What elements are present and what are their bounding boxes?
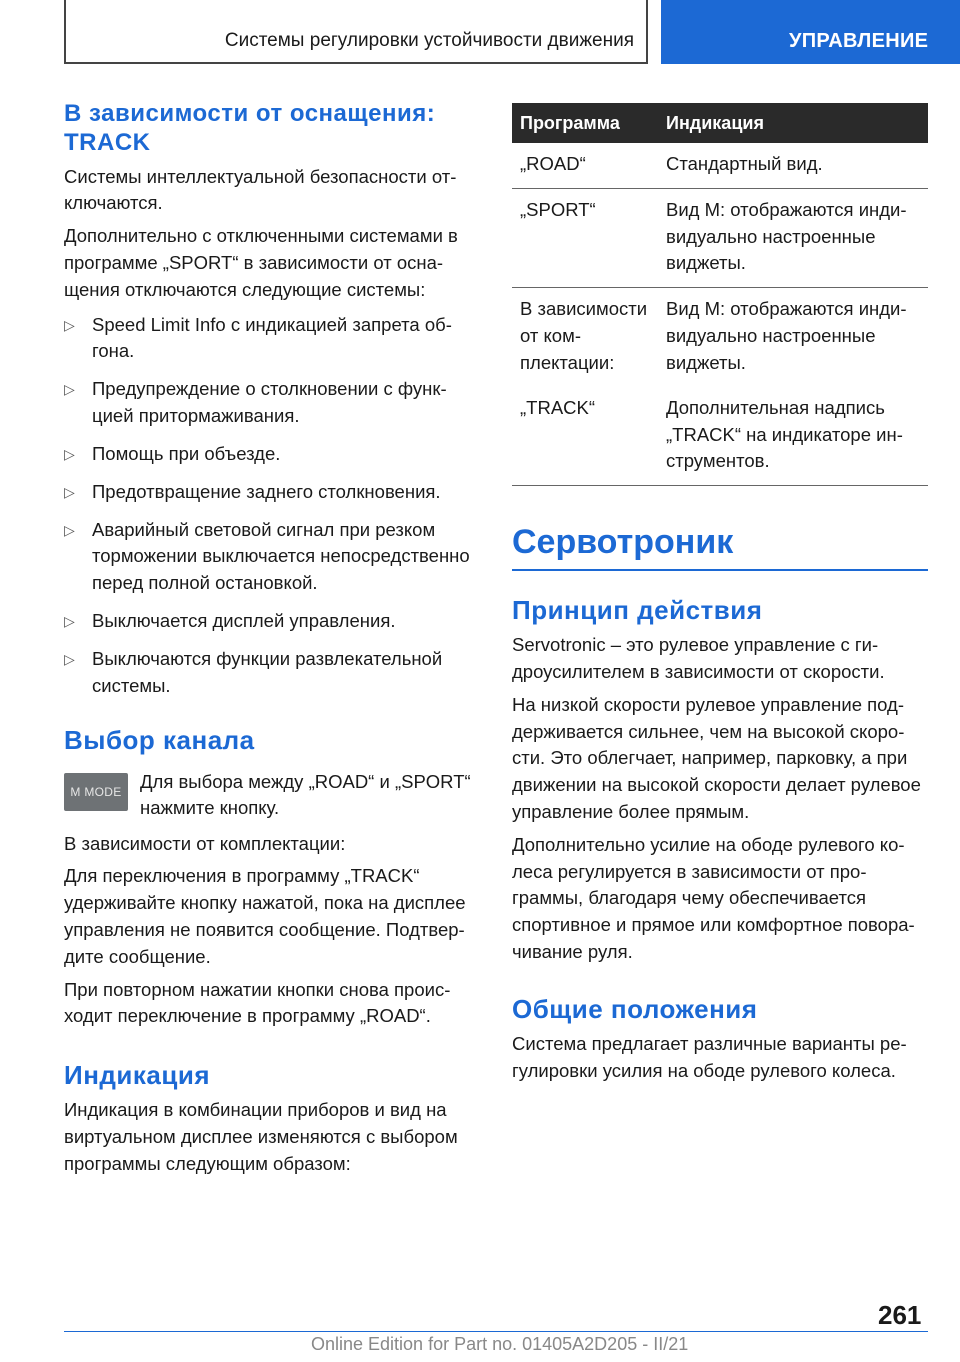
- channel-paragraph-2: Для переключения в программу „TRACK“ удерживайте кнопку нажатой, пока на дисплее управления не появится сообщение. Подтвердите сообщение.: [64, 865, 466, 967]
- mmode-row: [64, 769, 480, 825]
- list-item: ▷ Предупреждение о столкновении с функцией притормаживания.: [64, 378, 447, 427]
- chapter-tab-label: УПРАВЛЕНИЕ: [789, 30, 929, 52]
- channel-paragraph-1: В зависимости от комплектации:: [64, 832, 346, 854]
- channel-paragraph-3: При повторном нажатии кнопки снова происходит переключение в программу „ROAD“.: [64, 978, 451, 1027]
- list-item: ▷ Выключаются функции развлекательной системы.: [64, 647, 443, 696]
- triangle-bullet-icon: ▷: [64, 316, 75, 333]
- page-number: 261: [878, 1300, 922, 1330]
- triangle-bullet-icon: ▷: [64, 521, 75, 538]
- table-row: [512, 387, 928, 486]
- table-cell: „SPORT“: [512, 188, 658, 287]
- right-column: [512, 103, 928, 1085]
- track-paragraph-2: Дополнительно с отключенными системами в программе „SPORT“ в зависимости от оснащения отключаются следующие системы:: [64, 225, 458, 300]
- track-heading: [64, 100, 480, 158]
- table-cell: Вид M: отображаются индивидуально настроенные виджеты.: [666, 298, 907, 373]
- indication-heading: Индикация: [64, 1060, 210, 1091]
- table-row: [512, 288, 928, 387]
- header-frame: [64, 0, 648, 64]
- triangle-bullet-icon: ▷: [64, 483, 75, 500]
- list-item: ▷ Помощь при объезде.: [64, 442, 281, 464]
- column-header-indication: Индикация: [658, 103, 928, 143]
- triangle-bullet-icon: ▷: [64, 612, 75, 629]
- list-item: ▷ Аварийный световой сигнал при резком торможении выключается непосредственно перед полной остановкой.: [64, 518, 470, 594]
- table-cell: „ROAD“: [512, 143, 658, 188]
- list-item: ▷ Выключается дисплей управления.: [64, 609, 396, 631]
- principle-paragraph-1: Servotronic – это рулевое управление с гидроусилителем в зависимости от скорости.: [512, 634, 885, 682]
- triangle-bullet-icon: ▷: [64, 650, 75, 667]
- table-cell: Дополнительная надпись „TRACK“ на индикаторе инструментов.: [658, 387, 928, 486]
- edition-text: Online Edition for Part no. 01405A2D205 - II/21: [311, 1334, 689, 1354]
- principle-paragraph-2: На низкой скорости рулевое управление поддерживается сильнее, чем на высокой скорости. Это облегчает, например, парковку, а при движении на высокой скорости делает рулевое управление более прямым.: [512, 693, 921, 822]
- table-cell: „TRACK“: [512, 387, 658, 486]
- general-paragraph-1: Система предлагает различные варианты регулировки усилия на ободе рулевого колеса.: [512, 1033, 907, 1081]
- table-row: [512, 188, 928, 287]
- triangle-bullet-icon: ▷: [64, 445, 75, 462]
- footer-rule: [64, 1331, 928, 1332]
- track-paragraph-1: Системы интеллектуальной безопасности отключаются.: [64, 165, 457, 214]
- table-cell: Вид M: отображаются индивидуально настроенные виджеты.: [658, 188, 928, 287]
- column-header-program: Программа: [512, 103, 658, 143]
- servotronic-heading: Сервотроник: [512, 523, 734, 562]
- track-bullet-list: [64, 312, 480, 700]
- table-cell: В зависимости от комплектации:: [520, 298, 648, 373]
- channel-heading: Выбор канала: [64, 725, 255, 756]
- list-item: ▷ Предотвращение заднего столкновения.: [64, 480, 441, 502]
- track-heading-line1: В зависимости от оснащения:: [64, 100, 436, 127]
- section-title: Системы регулировки устойчивости движения: [224, 30, 634, 51]
- left-column: [64, 100, 480, 1178]
- table-row: [512, 143, 928, 188]
- table-cell: Стандартный вид.: [658, 143, 928, 188]
- triangle-bullet-icon: ▷: [64, 381, 75, 398]
- indication-paragraph-1: Индикация в комбинации приборов и вид на виртуальном дисплее изменяются с выбором программы следующим образом:: [64, 1099, 458, 1175]
- chapter-tab[interactable]: [661, 0, 960, 64]
- principle-heading: Принцип действия: [512, 594, 763, 625]
- list-item: ▷ Speed Limit Info с индикацией запрета обгона.: [64, 313, 452, 362]
- general-heading: Общие положения: [512, 993, 758, 1024]
- m-mode-button-icon: [64, 773, 128, 811]
- program-table: [512, 103, 928, 486]
- table-header-row: [512, 103, 928, 143]
- track-heading-line2: TRACK: [64, 128, 151, 156]
- mmode-instruction: Для выбора между „ROAD“ и „SPORT“ нажмите кнопку.: [140, 770, 471, 819]
- principle-paragraph-3: Дополнительно усилие на ободе рулевого колеса регулируется в зависимости от программы, благодаря чему обеспечивается спортивное и прямое или комфортное поворачивание руля.: [512, 833, 915, 963]
- heading-rule: [512, 569, 928, 571]
- m-mode-button-label: M MODE: [70, 784, 122, 799]
